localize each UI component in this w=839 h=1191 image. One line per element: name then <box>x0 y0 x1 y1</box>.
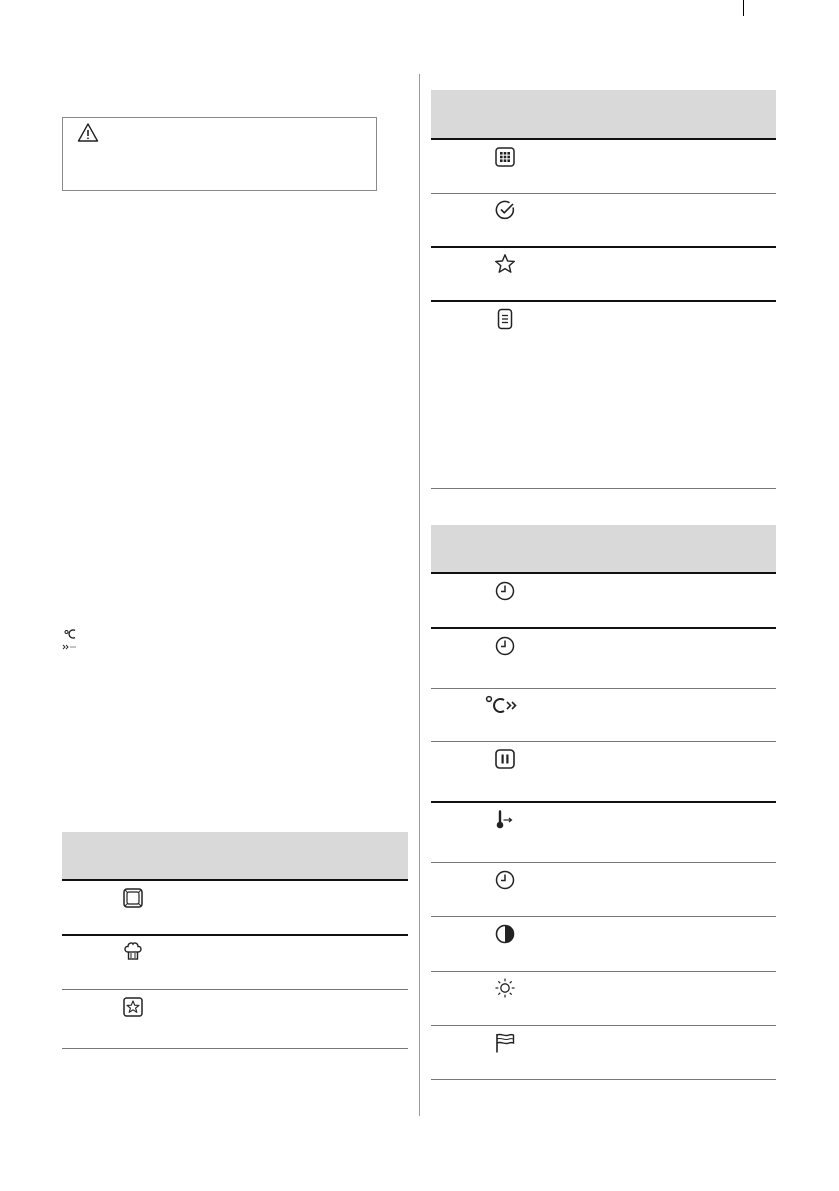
table-header <box>431 525 776 572</box>
table-row <box>431 803 776 861</box>
chef-hat-icon <box>122 940 144 962</box>
table-row <box>62 936 408 990</box>
clock-icon <box>494 635 516 657</box>
table-row <box>62 990 408 1048</box>
check-circle-icon <box>494 199 516 221</box>
table-row <box>62 881 408 935</box>
thermometer-probe-icon <box>494 809 516 831</box>
column-divider <box>419 74 420 1116</box>
table-row <box>431 248 776 300</box>
crop-mark <box>743 0 744 16</box>
table-row <box>431 917 776 971</box>
table-bottom-rule <box>431 488 776 489</box>
warning-box <box>62 117 377 191</box>
celsius-fast-heatup-icon <box>485 694 525 716</box>
temperature-fast-heatup-icon <box>62 628 86 652</box>
left-symbol-table <box>62 832 408 1050</box>
table-row <box>431 194 776 246</box>
table-header <box>62 832 408 879</box>
warning-triangle-icon <box>77 122 99 144</box>
clock-icon <box>494 869 516 891</box>
flag-icon <box>494 1032 516 1054</box>
right-top-symbol-table <box>431 90 776 490</box>
table-row <box>431 574 776 627</box>
table-row <box>431 972 776 1025</box>
clock-icon <box>494 580 516 602</box>
star-icon <box>494 253 516 275</box>
right-bottom-symbol-table <box>431 525 776 1081</box>
table-row <box>431 140 776 193</box>
table-row <box>431 629 776 687</box>
half-circle-contrast-icon <box>494 923 516 945</box>
pause-icon <box>494 748 516 770</box>
table-row <box>431 863 776 916</box>
sun-brightness-icon <box>494 977 516 999</box>
table-row <box>431 302 776 488</box>
table-row <box>431 742 776 801</box>
star-in-square-icon <box>122 996 144 1018</box>
table-row <box>431 1026 776 1080</box>
table-row <box>431 689 776 741</box>
note-document-icon <box>494 308 516 330</box>
table-bottom-rule <box>62 1048 408 1049</box>
grid-menu-icon <box>494 146 516 168</box>
table-bottom-rule <box>431 1079 776 1080</box>
table-header <box>431 90 776 138</box>
oven-cavity-square-icon <box>122 887 144 909</box>
